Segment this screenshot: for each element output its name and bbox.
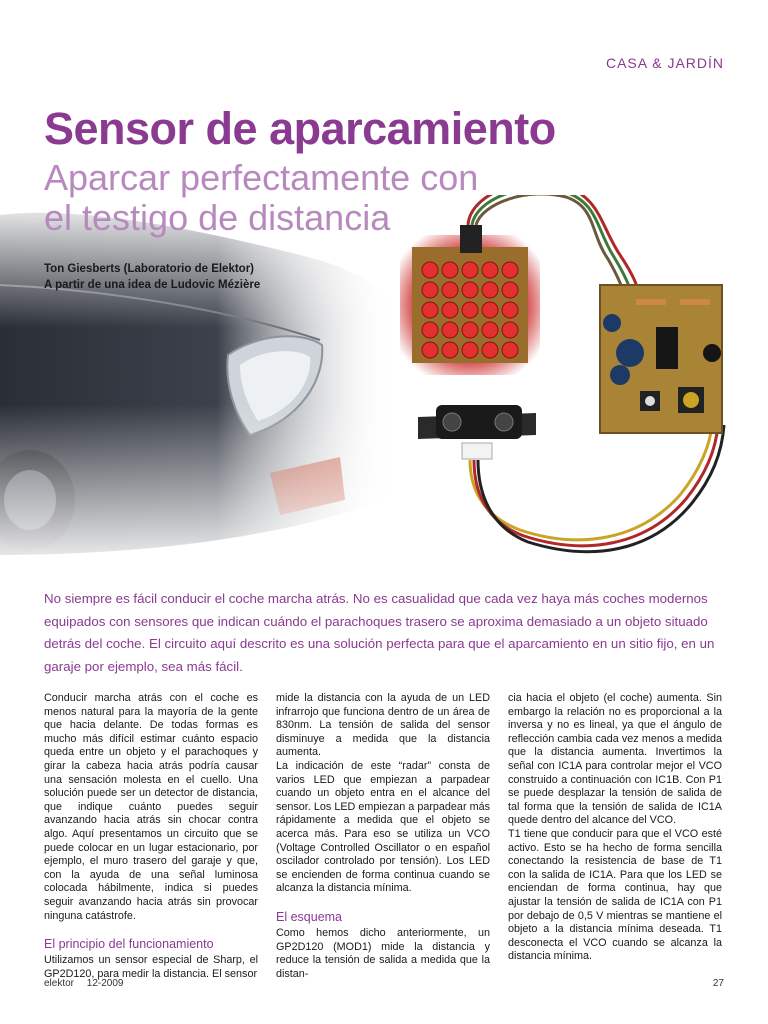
author-line: Ton Giesberts (Laboratorio de Elektor) [44, 263, 255, 275]
intro-paragraph: No siempre es fácil conducir el coche marcha atrás. No es casualidad que cada vez haya más coches modernos equipados con sensores que indican cuándo el parachoques trasero se aproxima demasiado a un objeto situado detrás del coche. El circuito aquí descrito es una solución perfecta para que el aparcamiento en un sitio fijo, en un garaje por ejemplo, sea más fácil. [44, 591, 715, 674]
paragraph: cia hacia el objeto (el coche) aumenta. Sin embargo la relación no es proporcional a la inversa y no es lineal, ya que el ángulo de reflección cambia cada vez menos a medida que la distancia aumenta. Invertimos la señal con IC1A para controlar mejor el VCO construido a continuación con IC1B. Con P1 se puede desplazar la tensión de salida de tal forma que la tensión de salida de IC1A quede dentro del alcance del VCO. [508, 692, 722, 827]
paragraph: Conducir marcha atrás con el coche es menos natural para la mayoría de la gente que hacia delante. De todas formas es mucho más difícil estimar cuánto espacio queda entre un objeto y el parachoques y girar la cabeza hacia atrás podría causar una sensación molesta en el cuello. Una solución puede ser un detector de distancia, que indique cuánto puedes seguir avanzando hacia atrás sin chocar contra algo. Aquí presentamos un circuito que se puede colocar en un lugar estacionario, por ejemplo, el muro trasero del garaje y que, con la ayuda de una señal luminosa colocada hábilmente, indica si puedes seguir avanzando hacia atrás sin provocar ninguna catástrofe. [44, 692, 258, 922]
paragraph: La indicación de este “radar” consta de varios LED que empiezan a parpadear cuando un objeto entra en el alcance del sensor. Los LED empiezan a parpadear más rápidamente a medida que el objeto se acerca más. Para eso se utiliza un VCO (Voltage Controlled Oscillator o en español oscilador controlado por tensión). Los LED se encienden de forma continua cuando se alcanza la distancia mínima. [276, 759, 490, 895]
footer-brand: elektor [44, 978, 75, 989]
led-board [400, 225, 540, 375]
article-column-3 [508, 692, 722, 964]
section-tag: CASA & JARDÍN [605, 55, 724, 71]
paragraph: T1 tiene que conducir para que el VCO esté activo. Esto se ha hecho de forma sencilla conectando la resistencia de base de T1 con la salida de IC1A. Para que los LED se enciendan de forma continua, hay que ajustar la tensión de salida de IC1A con P1 por debajo de 0,5 V mientras se mantiene el objeto a la distancia mínima deseada. T1 desconecta el VCO cuando se alcanza la distancia mínima. [508, 827, 722, 963]
car-illustration [0, 195, 400, 575]
section-heading: El esquema [276, 909, 343, 924]
footer-left [44, 978, 134, 989]
page-number: 27 [712, 978, 724, 989]
article-column-2 [276, 692, 490, 981]
footer-issue: 12-2009 [86, 978, 124, 989]
article-column-1 [44, 692, 258, 981]
paragraph: mide la distancia con la ayuda de un LED infrarrojo que funciona dentro de un área de 830nm. La tensión de salida del sensor disminuye a medida que la distancia aumenta. [276, 692, 490, 759]
section-heading: El principio del funcionamiento [44, 937, 214, 952]
page-title: Sensor de aparcamiento [44, 103, 556, 154]
hero-photo [0, 195, 768, 575]
sensor-module [418, 405, 536, 459]
authors [44, 261, 260, 293]
page-subtitle: Aparcar perfectamente con el testigo de distancia [44, 157, 479, 238]
paragraph: Como hemos dicho anteriormente, un GP2D120 (MOD1) mide la distancia y reduce la tensión de salida a medida que la distan- [276, 926, 490, 980]
control-pcb [600, 285, 722, 433]
author-line: A partir de una idea de Ludovic Mézière [44, 279, 261, 291]
paragraph: Utilizamos un sensor especial de Sharp, el GP2D120, para medir la distancia. El sensor [44, 954, 258, 980]
